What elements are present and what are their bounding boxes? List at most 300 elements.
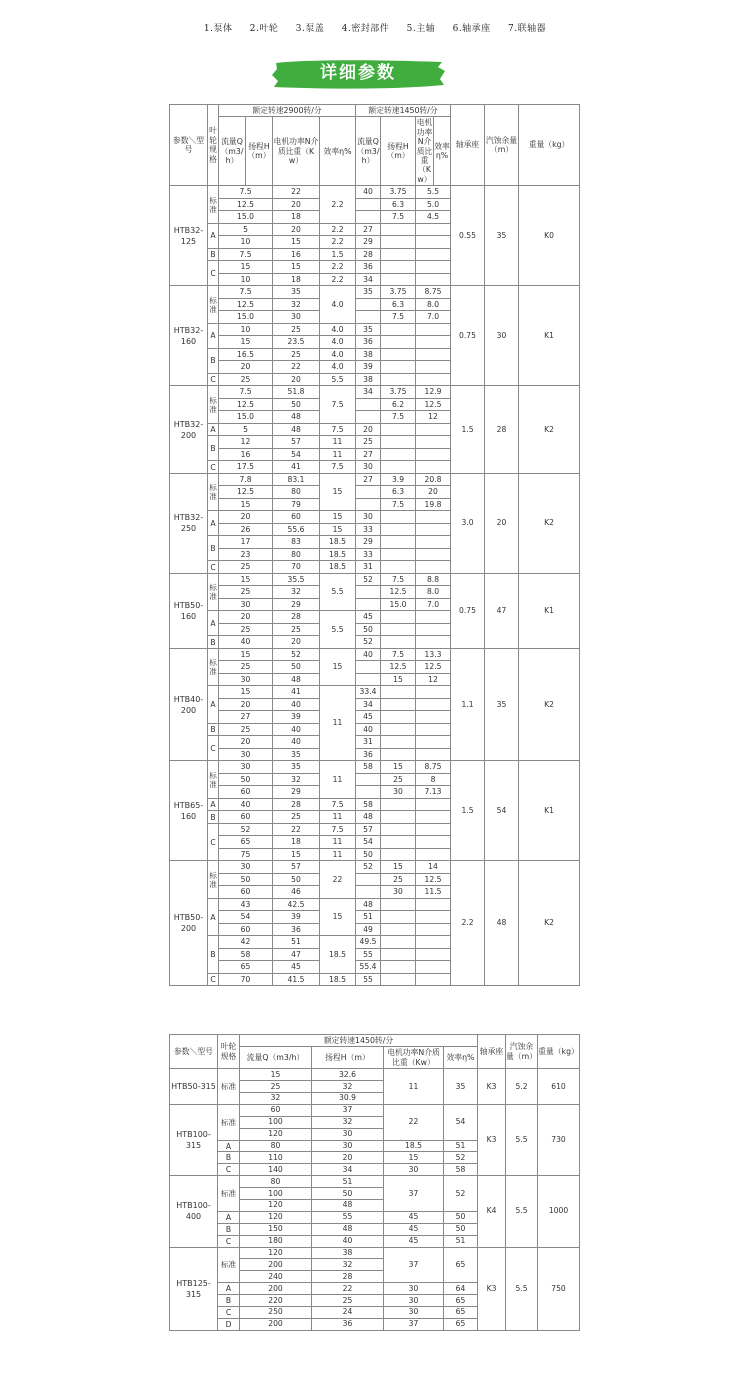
power-cell: 4.0 [320, 361, 356, 374]
impeller-cell: B [218, 1295, 240, 1307]
header-efficiency: 效率η% [444, 1047, 478, 1069]
low-head-cell [416, 698, 451, 711]
model-cell: HTB32-160 [170, 286, 208, 386]
flow-cell: 7.5 [219, 386, 273, 399]
impeller-cell: B [218, 1152, 240, 1164]
efficiency-cell [356, 498, 381, 511]
low-head-cell: 8.75 [416, 761, 451, 774]
power-cell: 45 [384, 1211, 444, 1223]
power-cell: 2.2 [320, 261, 356, 274]
head-cell: 41 [273, 461, 320, 474]
npsh-cell: 5.5 [506, 1247, 538, 1330]
flow-cell: 20 [219, 611, 273, 624]
efficiency-cell: 33 [356, 523, 381, 536]
head-cell: 35 [273, 761, 320, 774]
low-flow-cell: 15 [381, 861, 416, 874]
flow-cell: 25 [219, 723, 273, 736]
low-head-cell: 5.5 [416, 186, 451, 199]
power-cell: 18.5 [320, 561, 356, 574]
flow-cell: 15.0 [219, 211, 273, 224]
efficiency-cell [356, 886, 381, 899]
power-cell: 2.2 [320, 186, 356, 224]
low-flow-cell [381, 323, 416, 336]
efficiency-cell: 45 [356, 711, 381, 724]
power-cell: 15 [320, 523, 356, 536]
impeller-cell: C [208, 561, 219, 574]
flow-cell: 25 [219, 561, 273, 574]
head-cell: 40 [312, 1235, 384, 1247]
efficiency-cell: 27 [356, 473, 381, 486]
low-head-cell [416, 623, 451, 636]
flow-cell: 15 [240, 1069, 312, 1081]
flow-cell: 27 [219, 711, 273, 724]
head-cell: 15 [273, 848, 320, 861]
impeller-cell: D [218, 1318, 240, 1330]
header-row [170, 105, 580, 117]
flow-cell: 150 [240, 1223, 312, 1235]
power-cell: 15 [320, 648, 356, 686]
low-head-cell [416, 323, 451, 336]
efficiency-cell: 50 [356, 623, 381, 636]
head-cell: 40 [273, 698, 320, 711]
head-cell: 60 [273, 511, 320, 524]
efficiency-cell [356, 673, 381, 686]
power-cell: 30 [384, 1307, 444, 1319]
efficiency-cell: 49 [356, 923, 381, 936]
impeller-cell: 标准 [208, 761, 219, 799]
head-cell: 48 [312, 1200, 384, 1212]
efficiency-cell: 25 [356, 436, 381, 449]
impeller-cell: B [208, 248, 219, 261]
efficiency-cell: 65 [444, 1307, 478, 1319]
low-flow-cell: 6.3 [381, 298, 416, 311]
flow-cell: 10 [219, 323, 273, 336]
efficiency-cell: 31 [356, 736, 381, 749]
head-cell: 55 [312, 1211, 384, 1223]
impeller-cell: A [208, 798, 219, 811]
power-cell: 18.5 [320, 536, 356, 549]
flow-cell: 15 [219, 648, 273, 661]
low-head-cell: 20.8 [416, 473, 451, 486]
head-cell: 80 [273, 486, 320, 499]
low-efficiency-cell: 30 [485, 286, 519, 386]
flow-cell: 10 [219, 273, 273, 286]
low-head-cell [416, 923, 451, 936]
power-cell: 11 [320, 436, 356, 449]
impeller-cell: A [208, 223, 219, 248]
flow-cell: 23 [219, 548, 273, 561]
head-cell: 38 [312, 1247, 384, 1259]
low-flow-cell [381, 448, 416, 461]
head-cell: 32 [273, 773, 320, 786]
flow-cell: 70 [219, 973, 273, 986]
low-flow-cell: 3.9 [381, 473, 416, 486]
flow-cell: 15 [219, 573, 273, 586]
bearing-cell: K1 [519, 761, 580, 861]
flow-cell: 32 [240, 1093, 312, 1105]
head-cell: 25 [312, 1295, 384, 1307]
head-cell: 35 [273, 286, 320, 299]
power-cell: 37 [384, 1247, 444, 1283]
low-head-cell [416, 336, 451, 349]
flow-cell: 17.5 [219, 461, 273, 474]
low-head-cell [416, 561, 451, 574]
head-cell: 18 [273, 836, 320, 849]
efficiency-cell [356, 298, 381, 311]
flow-cell: 120 [240, 1200, 312, 1212]
low-flow-cell: 7.5 [381, 311, 416, 324]
low-head-cell [416, 448, 451, 461]
low-flow-cell: 6.2 [381, 398, 416, 411]
header-efficiency: 效率η% [434, 117, 451, 186]
impeller-cell: B [208, 636, 219, 649]
flow-cell: 80 [240, 1140, 312, 1152]
low-head-cell: 7.13 [416, 786, 451, 799]
low-flow-cell: 25 [381, 773, 416, 786]
flow-cell: 80 [240, 1176, 312, 1188]
head-cell: 42.5 [273, 898, 320, 911]
efficiency-cell: 27 [356, 448, 381, 461]
flow-cell: 60 [219, 923, 273, 936]
impeller-cell: B [208, 936, 219, 974]
flow-cell: 54 [219, 911, 273, 924]
power-cell: 15 [320, 898, 356, 936]
impeller-cell: C [208, 373, 219, 386]
head-cell: 70 [273, 561, 320, 574]
low-flow-cell [381, 248, 416, 261]
efficiency-cell [356, 598, 381, 611]
head-cell: 30 [312, 1140, 384, 1152]
head-cell: 22 [273, 361, 320, 374]
efficiency-cell [356, 311, 381, 324]
low-head-cell [416, 511, 451, 524]
weight-cell: 730 [538, 1104, 580, 1175]
low-flow-cell [381, 511, 416, 524]
head-cell: 48 [312, 1223, 384, 1235]
low-flow-cell [381, 236, 416, 249]
power-cell: 37 [384, 1318, 444, 1330]
weight-cell: 1000 [538, 1176, 580, 1247]
low-head-cell [416, 461, 451, 474]
head-cell: 28 [273, 798, 320, 811]
flow-cell: 110 [240, 1152, 312, 1164]
flow-cell: 65 [219, 961, 273, 974]
flow-cell: 7.8 [219, 473, 273, 486]
low-flow-cell [381, 811, 416, 824]
npsh-cell: 5.2 [506, 1069, 538, 1105]
flow-cell: 220 [240, 1295, 312, 1307]
flow-cell: 15.0 [219, 411, 273, 424]
flow-cell: 65 [219, 836, 273, 849]
head-cell: 39 [273, 711, 320, 724]
header-head: 扬程H（m） [246, 117, 273, 186]
low-head-cell [416, 911, 451, 924]
power-cell: 7.5 [320, 798, 356, 811]
flow-cell: 12.5 [219, 298, 273, 311]
flow-cell: 100 [240, 1116, 312, 1128]
low-flow-cell [381, 561, 416, 574]
efficiency-cell [356, 661, 381, 674]
bottom-spec-table [169, 1034, 579, 1331]
table-row [170, 1104, 580, 1116]
flow-cell: 10 [219, 236, 273, 249]
flow-cell: 60 [219, 886, 273, 899]
low-head-cell: 8.0 [416, 586, 451, 599]
table-row [170, 861, 580, 874]
header-speed-2900: 额定转速2900转/分 [219, 105, 356, 117]
power-cell: 11 [320, 811, 356, 824]
head-cell: 79 [273, 498, 320, 511]
head-cell: 51.8 [273, 386, 320, 399]
low-flow-cell [381, 336, 416, 349]
low-head-cell: 4.5 [416, 211, 451, 224]
low-head-cell: 8.8 [416, 573, 451, 586]
efficiency-cell: 48 [356, 811, 381, 824]
model-cell: HTB100-400 [170, 1176, 218, 1247]
low-flow-cell: 15 [381, 761, 416, 774]
flow-cell: 120 [240, 1211, 312, 1223]
impeller-cell: 标准 [218, 1069, 240, 1105]
flow-cell: 12 [219, 436, 273, 449]
low-flow-cell [381, 623, 416, 636]
low-flow-cell [381, 911, 416, 924]
model-cell: HTB32-250 [170, 473, 208, 573]
weight-cell: 750 [538, 1247, 580, 1330]
efficiency-cell: 51 [444, 1235, 478, 1247]
low-head-cell [416, 248, 451, 261]
head-cell: 48 [273, 673, 320, 686]
low-head-cell [416, 973, 451, 986]
model-cell: HTB50-315 [170, 1069, 218, 1105]
low-flow-cell [381, 536, 416, 549]
header-impeller: 叶轮规格 [208, 105, 219, 186]
weight-cell: 610 [538, 1069, 580, 1105]
header-model: 参数＼型号 [170, 105, 208, 186]
low-flow-cell [381, 636, 416, 649]
low-flow-cell [381, 436, 416, 449]
low-head-cell: 11.5 [416, 886, 451, 899]
power-cell: 18.5 [320, 973, 356, 986]
power-cell: 45 [384, 1223, 444, 1235]
low-power-cell: 1.5 [451, 386, 485, 474]
head-cell: 50 [273, 661, 320, 674]
efficiency-cell: 58 [356, 798, 381, 811]
header-model: 参数＼型号 [170, 1035, 218, 1069]
flow-cell: 5 [219, 423, 273, 436]
head-cell: 15 [273, 236, 320, 249]
power-cell: 22 [384, 1104, 444, 1140]
bearing-cell: K3 [478, 1104, 506, 1175]
head-cell: 37 [312, 1104, 384, 1116]
low-head-cell: 7.0 [416, 311, 451, 324]
head-cell: 47 [273, 948, 320, 961]
power-cell: 2.2 [320, 273, 356, 286]
flow-cell: 40 [219, 636, 273, 649]
efficiency-cell: 55 [356, 973, 381, 986]
efficiency-cell: 29 [356, 236, 381, 249]
low-power-cell: 1.5 [451, 761, 485, 861]
impeller-cell: A [208, 898, 219, 936]
impeller-cell: 标准 [208, 573, 219, 611]
impeller-cell: A [208, 611, 219, 636]
table-row [170, 1176, 580, 1188]
power-cell: 11 [320, 848, 356, 861]
efficiency-cell: 65 [444, 1247, 478, 1283]
impeller-cell: B [208, 536, 219, 561]
table-row [170, 1247, 580, 1259]
low-head-cell: 8.0 [416, 298, 451, 311]
head-cell: 51 [312, 1176, 384, 1188]
efficiency-cell: 28 [356, 248, 381, 261]
npsh-cell: 5.5 [506, 1176, 538, 1247]
efficiency-cell: 54 [356, 836, 381, 849]
flow-cell: 140 [240, 1164, 312, 1176]
low-efficiency-cell: 20 [485, 473, 519, 573]
efficiency-cell: 58 [444, 1164, 478, 1176]
efficiency-cell: 29 [356, 536, 381, 549]
efficiency-cell [356, 211, 381, 224]
efficiency-cell: 52 [444, 1176, 478, 1212]
head-cell: 50 [273, 873, 320, 886]
flow-cell: 20 [219, 736, 273, 749]
power-cell: 5.5 [320, 611, 356, 649]
head-cell: 32 [312, 1259, 384, 1271]
low-flow-cell [381, 461, 416, 474]
low-flow-cell [381, 898, 416, 911]
table-row [170, 286, 580, 299]
bearing-cell: K3 [478, 1069, 506, 1105]
flow-cell: 15 [219, 498, 273, 511]
low-head-cell [416, 811, 451, 824]
flow-cell: 12.5 [219, 398, 273, 411]
flow-cell: 120 [240, 1128, 312, 1140]
head-cell: 22 [273, 186, 320, 199]
low-flow-cell [381, 973, 416, 986]
impeller-cell: B [208, 348, 219, 373]
low-flow-cell [381, 698, 416, 711]
low-flow-cell [381, 836, 416, 849]
low-flow-cell [381, 273, 416, 286]
head-cell: 15 [273, 261, 320, 274]
header-bearing: 轴承座 [478, 1035, 506, 1069]
low-flow-cell: 30 [381, 786, 416, 799]
low-flow-cell [381, 373, 416, 386]
head-cell: 25 [273, 811, 320, 824]
head-cell: 57 [273, 436, 320, 449]
head-cell: 23.5 [273, 336, 320, 349]
power-cell: 18.5 [320, 548, 356, 561]
power-cell: 11 [320, 686, 356, 761]
flow-cell: 25 [219, 623, 273, 636]
low-flow-cell: 7.5 [381, 411, 416, 424]
low-efficiency-cell: 48 [485, 861, 519, 986]
model-cell: HTB32-125 [170, 186, 208, 286]
efficiency-cell [356, 586, 381, 599]
head-cell: 28 [273, 611, 320, 624]
header-head: 扬程H（m） [312, 1047, 384, 1069]
flow-cell: 30 [219, 861, 273, 874]
low-head-cell [416, 373, 451, 386]
low-head-cell: 8.75 [416, 286, 451, 299]
header-weight: 重量（kg） [538, 1035, 580, 1069]
efficiency-cell: 50 [444, 1211, 478, 1223]
head-cell: 25 [273, 323, 320, 336]
low-efficiency-cell: 28 [485, 386, 519, 474]
head-cell: 55.6 [273, 523, 320, 536]
section-title: 详细参数 [320, 63, 396, 83]
power-cell: 30 [384, 1295, 444, 1307]
power-cell: 4.0 [320, 348, 356, 361]
head-cell: 24 [312, 1307, 384, 1319]
low-flow-cell: 12.5 [381, 661, 416, 674]
flow-cell: 30 [219, 761, 273, 774]
efficiency-cell: 65 [444, 1295, 478, 1307]
flow-cell: 15.0 [219, 311, 273, 324]
bearing-cell: K1 [519, 573, 580, 648]
low-flow-cell [381, 348, 416, 361]
low-head-cell: 12 [416, 673, 451, 686]
flow-cell: 60 [240, 1104, 312, 1116]
power-cell: 11 [320, 448, 356, 461]
head-cell: 39 [273, 911, 320, 924]
impeller-cell: B [208, 811, 219, 824]
head-cell: 30.9 [312, 1093, 384, 1105]
impeller-cell: C [218, 1235, 240, 1247]
low-head-cell: 12 [416, 411, 451, 424]
bearing-cell: K1 [519, 286, 580, 386]
head-cell: 30 [312, 1128, 384, 1140]
head-cell: 28 [312, 1271, 384, 1283]
impeller-cell: 标准 [218, 1176, 240, 1212]
flow-cell: 240 [240, 1271, 312, 1283]
low-flow-cell: 15.0 [381, 598, 416, 611]
low-efficiency-cell: 35 [485, 648, 519, 761]
head-cell: 32 [312, 1081, 384, 1093]
low-flow-cell [381, 923, 416, 936]
low-head-cell [416, 348, 451, 361]
low-head-cell [416, 898, 451, 911]
efficiency-cell: 54 [444, 1104, 478, 1140]
efficiency-cell [356, 873, 381, 886]
flow-cell: 120 [240, 1247, 312, 1259]
power-cell: 30 [384, 1164, 444, 1176]
low-head-cell: 14 [416, 861, 451, 874]
flow-cell: 20 [219, 698, 273, 711]
low-head-cell [416, 711, 451, 724]
head-cell: 22 [312, 1283, 384, 1295]
efficiency-cell: 57 [356, 823, 381, 836]
bearing-cell: K2 [519, 473, 580, 573]
low-head-cell [416, 736, 451, 749]
low-flow-cell: 7.5 [381, 573, 416, 586]
low-flow-cell [381, 423, 416, 436]
low-head-cell: 19.8 [416, 498, 451, 511]
low-flow-cell: 7.5 [381, 211, 416, 224]
flow-cell: 100 [240, 1188, 312, 1200]
header-speed-1450: 额定转速1450转/分 [240, 1035, 478, 1047]
head-cell: 83.1 [273, 473, 320, 486]
header-weight: 重量（kg） [519, 105, 580, 186]
power-cell: 1.5 [320, 248, 356, 261]
low-head-cell [416, 523, 451, 536]
flow-cell: 7.5 [219, 186, 273, 199]
head-cell: 51 [273, 936, 320, 949]
flow-cell: 30 [219, 748, 273, 761]
efficiency-cell: 50 [356, 848, 381, 861]
efficiency-cell: 52 [444, 1152, 478, 1164]
efficiency-cell: 55.4 [356, 961, 381, 974]
head-cell: 25 [273, 348, 320, 361]
